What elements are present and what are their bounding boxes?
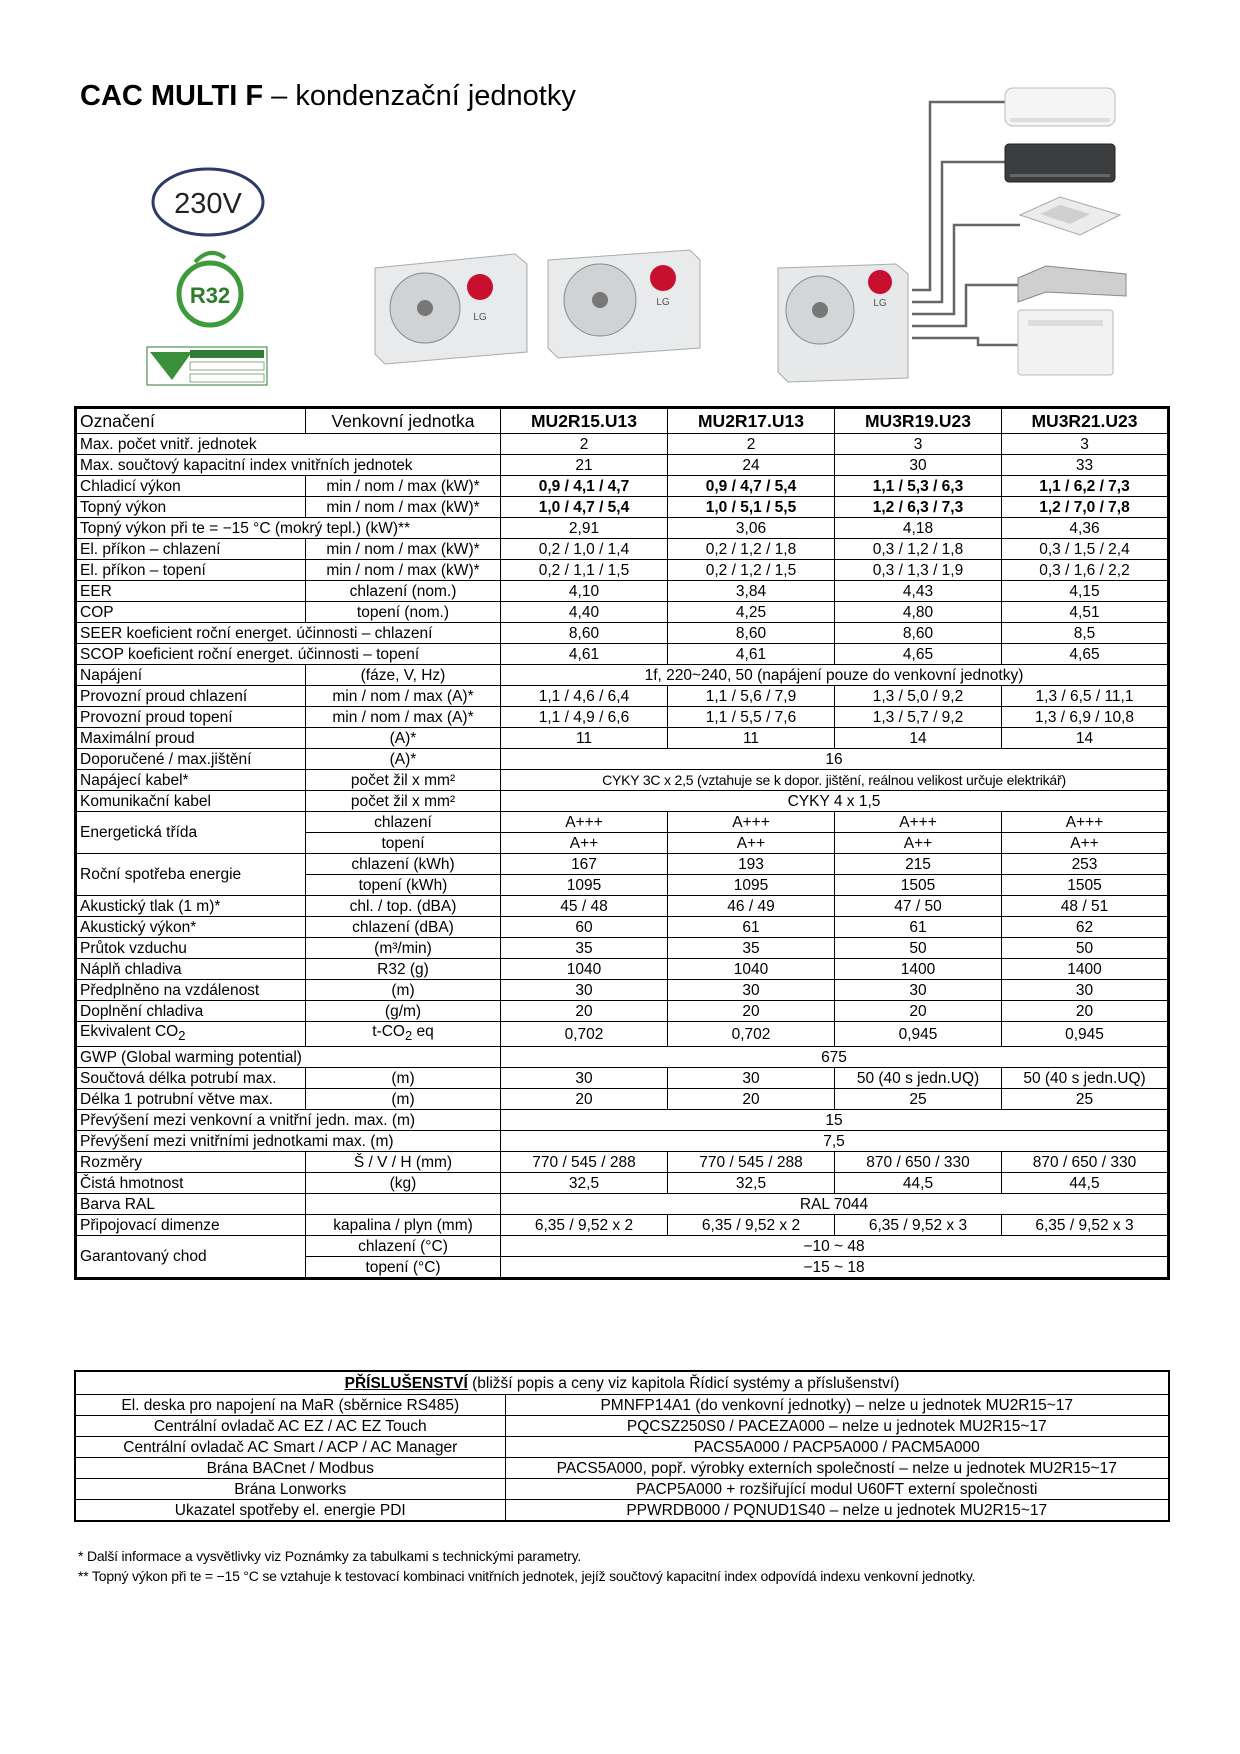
accessory-code: PQCSZ250S0 / PACEZA000 – nelze u jednotek MU2R15~17: [505, 1416, 1169, 1437]
unit-text-suffix: eq: [412, 1023, 434, 1041]
row-value: 1,3 / 6,9 / 10,8: [1002, 707, 1169, 728]
row-value: 0,3 / 1,5 / 2,4: [1002, 539, 1169, 560]
row-label: COP: [76, 602, 306, 623]
table-row: [76, 623, 1169, 644]
row-value: 1040: [668, 959, 835, 980]
refrigerant-badge: [179, 253, 241, 325]
row-value: 1,1 / 5,3 / 6,3: [835, 476, 1002, 497]
row-value: 675: [501, 1047, 1169, 1068]
row-label: Provozní proud topení: [76, 707, 306, 728]
row-label: Převýšení mezi venkovní a vnitřní jedn. max. (m): [76, 1110, 501, 1131]
row-unit: min / nom / max (A)*: [306, 707, 501, 728]
model-header: MU3R19.U23: [835, 408, 1002, 434]
accessories-title-rest: (bližší popis a ceny viz kapitola Řídicí systémy a příslušenství): [467, 1374, 900, 1392]
row-label: Akustický výkon*: [76, 917, 306, 938]
row-value: 1,3 / 6,5 / 11,1: [1002, 686, 1169, 707]
row-unit: (fáze, V, Hz): [306, 665, 501, 686]
row-value: 870 / 650 / 330: [835, 1152, 1002, 1173]
table-row: [75, 1395, 1169, 1416]
table-row: [76, 434, 1169, 455]
row-value: 8,60: [835, 623, 1002, 644]
row-unit: (m): [306, 1068, 501, 1089]
table-row: [76, 476, 1169, 497]
accessory-item: Centrální ovladač AC EZ / AC EZ Touch: [75, 1416, 505, 1437]
row-value: 1,3 / 5,7 / 9,2: [835, 707, 1002, 728]
row-value: −15 ~ 18: [501, 1257, 1169, 1279]
table-row: [76, 686, 1169, 707]
row-value: 193: [668, 854, 835, 875]
row-label: Rozměry: [76, 1152, 306, 1173]
row-unit: (A)*: [306, 749, 501, 770]
row-value: 0,3 / 1,3 / 1,9: [835, 560, 1002, 581]
model-header: MU2R15.U13: [501, 408, 668, 434]
accessory-item: El. deska pro napojení na MaR (sběrnice RS485): [75, 1395, 505, 1416]
row-value: 0,945: [1002, 1022, 1169, 1047]
table-row: [76, 560, 1169, 581]
row-unit: min / nom / max (kW)*: [306, 539, 501, 560]
row-value: 0,702: [501, 1022, 668, 1047]
row-label: [76, 1022, 306, 1047]
row-value: 870 / 650 / 330: [1002, 1152, 1169, 1173]
row-value: 2,91: [501, 518, 668, 539]
refrigerant-text: R32: [189, 283, 231, 308]
row-value: A++: [835, 833, 1002, 854]
row-value: 35: [668, 938, 835, 959]
row-value: 253: [1002, 854, 1169, 875]
row-value: 30: [835, 455, 1002, 476]
footnote-2: ** Topný výkon při te = −15 °C se vztahuje k testovací kombinaci vnitřních jednotek, jejíž součtový kapacitní index odpovídá indexu venkovní jednotky.: [78, 1568, 976, 1584]
row-value: 1400: [1002, 959, 1169, 980]
pipe-lines: [912, 102, 1020, 345]
row-value: 1,0 / 5,1 / 5,5: [668, 497, 835, 518]
row-value: 4,10: [501, 581, 668, 602]
accessory-item: Brána BACnet / Modbus: [75, 1458, 505, 1479]
row-value: 1,2 / 7,0 / 7,8: [1002, 497, 1169, 518]
row-value: 14: [835, 728, 1002, 749]
product-illustration: [0, 0, 1240, 400]
table-row: [76, 518, 1169, 539]
row-value: 20: [501, 1001, 668, 1022]
row-unit: min / nom / max (kW)*: [306, 497, 501, 518]
accessory-code: PACS5A000, popř. výrobky externích společností – nelze u jednotek MU2R15~17: [505, 1458, 1169, 1479]
row-label: Napájení: [76, 665, 306, 686]
accessory-code: PPWRDB000 / PQNUD1S40 – nelze u jednotek MU2R15~17: [505, 1500, 1169, 1522]
lg-logo-icon: [467, 274, 493, 300]
row-value: 4,25: [668, 602, 835, 623]
row-value: 1400: [835, 959, 1002, 980]
row-value: 1,1 / 5,5 / 7,6: [668, 707, 835, 728]
row-value: 770 / 545 / 288: [501, 1152, 668, 1173]
row-value: 2: [501, 434, 668, 455]
row-value: 1095: [501, 875, 668, 896]
table-row: [76, 959, 1169, 980]
row-label: Barva RAL: [76, 1194, 306, 1215]
row-value: 44,5: [835, 1173, 1002, 1194]
row-label: Akustický tlak (1 m)*: [76, 896, 306, 917]
row-value: 46 / 49: [668, 896, 835, 917]
row-value: 167: [501, 854, 668, 875]
table-row: [76, 728, 1169, 749]
wall-unit-dark-image: [1005, 144, 1115, 182]
accessory-code: PACP5A000 + rozšiřující modul U60FT externí společnosti: [505, 1479, 1169, 1500]
row-label: SEER koeficient roční energet. účinnosti – chlazení: [76, 623, 501, 644]
row-value: 15: [501, 1110, 1169, 1131]
row-value: 50 (40 s jedn.UQ): [1002, 1068, 1169, 1089]
row-label: Topný výkon: [76, 497, 306, 518]
row-value: 8,60: [668, 623, 835, 644]
row-unit: (m): [306, 980, 501, 1001]
row-label: El. příkon – topení: [76, 560, 306, 581]
table-row: [76, 791, 1169, 812]
row-value: A++: [1002, 833, 1169, 854]
row-value: 8,60: [501, 623, 668, 644]
row-value: 215: [835, 854, 1002, 875]
row-value: 4,51: [1002, 602, 1169, 623]
row-value: 0,2 / 1,2 / 1,8: [668, 539, 835, 560]
table-row: [75, 1416, 1169, 1437]
row-value: 33: [1002, 455, 1169, 476]
row-unit: R32 (g): [306, 959, 501, 980]
row-value: 30: [668, 980, 835, 1001]
row-label: Provozní proud chlazení: [76, 686, 306, 707]
row-label: GWP (Global warming potential): [76, 1047, 501, 1068]
row-value: 1,1 / 4,9 / 6,6: [501, 707, 668, 728]
row-label: Připojovací dimenze: [76, 1215, 306, 1236]
row-unit: topení (°C): [306, 1257, 501, 1279]
row-unit: chlazení (kWh): [306, 854, 501, 875]
voltage-badge: [153, 169, 263, 235]
row-value: 35: [501, 938, 668, 959]
page-title-rest: – kondenzační jednotky: [263, 80, 576, 112]
row-unit: chlazení (nom.): [306, 581, 501, 602]
header-outdoor-unit: Venkovní jednotka: [306, 408, 501, 434]
row-value: 4,65: [1002, 644, 1169, 665]
row-unit: (g/m): [306, 1001, 501, 1022]
row-unit: min / nom / max (kW)*: [306, 476, 501, 497]
row-value: 1095: [668, 875, 835, 896]
row-label: SCOP koeficient roční energet. účinnosti – topení: [76, 644, 501, 665]
row-value: 1,1 / 4,6 / 6,4: [501, 686, 668, 707]
row-value: 3,06: [668, 518, 835, 539]
row-value: 1505: [835, 875, 1002, 896]
table-row: [75, 1500, 1169, 1522]
row-label: El. příkon – chlazení: [76, 539, 306, 560]
table-row: [76, 539, 1169, 560]
row-label: Napájecí kabel*: [76, 770, 306, 791]
row-value: 770 / 545 / 288: [668, 1152, 835, 1173]
table-row: [75, 1437, 1169, 1458]
row-value: 25: [1002, 1089, 1169, 1110]
row-unit: chlazení: [306, 812, 501, 833]
table-row: [76, 770, 1169, 791]
row-label: Max. počet vnitř. jednotek: [76, 434, 501, 455]
duct-unit-image: [1018, 266, 1126, 302]
row-value: 30: [1002, 980, 1169, 1001]
table-row: [76, 1152, 1169, 1173]
row-value: 3: [835, 434, 1002, 455]
table-row: [76, 1089, 1169, 1110]
row-value: 20: [668, 1089, 835, 1110]
row-value: 0,2 / 1,1 / 1,5: [501, 560, 668, 581]
row-label: Předplněno na vzdálenost: [76, 980, 306, 1001]
model-header: MU2R17.U13: [668, 408, 835, 434]
table-row: [76, 644, 1169, 665]
accessory-item: Ukazatel spotřeby el. energie PDI: [75, 1500, 505, 1522]
row-value: 25: [835, 1089, 1002, 1110]
table-row: [76, 581, 1169, 602]
row-value: 8,5: [1002, 623, 1169, 644]
table-row: [76, 602, 1169, 623]
row-value: 62: [1002, 917, 1169, 938]
brand-label: LG: [473, 312, 487, 323]
row-unit: chlazení (°C): [306, 1236, 501, 1257]
row-value: A+++: [835, 812, 1002, 833]
row-value: 3: [1002, 434, 1169, 455]
row-value: 61: [835, 917, 1002, 938]
voltage-text: 230V: [174, 188, 242, 220]
row-value: 7,5: [501, 1131, 1169, 1152]
row-value: 50 (40 s jedn.UQ): [835, 1068, 1002, 1089]
row-unit: min / nom / max (A)*: [306, 686, 501, 707]
table-row: [76, 812, 1169, 833]
row-value: 20: [835, 1001, 1002, 1022]
console-unit-image: [1018, 310, 1113, 375]
row-unit: (m³/min): [306, 938, 501, 959]
row-value: 1040: [501, 959, 668, 980]
row-label: Roční spotřeba energie: [76, 854, 306, 896]
table-row: [76, 455, 1169, 476]
row-value: 1,0 / 4,7 / 5,4: [501, 497, 668, 518]
table-row: [76, 497, 1169, 518]
row-value: 4,15: [1002, 581, 1169, 602]
model-header: MU3R21.U23: [1002, 408, 1169, 434]
row-value: RAL 7044: [501, 1194, 1169, 1215]
row-value: 30: [501, 980, 668, 1001]
row-value: 0,945: [835, 1022, 1002, 1047]
row-value: A+++: [501, 812, 668, 833]
row-value: 0,2 / 1,2 / 1,5: [668, 560, 835, 581]
table-row: [76, 1131, 1169, 1152]
row-unit: topení (kWh): [306, 875, 501, 896]
row-value: 4,36: [1002, 518, 1169, 539]
table-row: [76, 1110, 1169, 1131]
row-value: 1,1 / 5,6 / 7,9: [668, 686, 835, 707]
row-unit: (A)*: [306, 728, 501, 749]
row-value: 14: [1002, 728, 1169, 749]
row-value: 11: [668, 728, 835, 749]
brand-label: LG: [873, 298, 887, 309]
row-unit: [306, 1194, 501, 1215]
table-row: [76, 1236, 1169, 1257]
table-header-row: [76, 408, 1169, 434]
accessory-code: PMNFP14A1 (do venkovní jednotky) – nelze u jednotek MU2R15~17: [505, 1395, 1169, 1416]
row-value: 0,9 / 4,7 / 5,4: [668, 476, 835, 497]
brand-label: LG: [656, 297, 670, 308]
table-row: [76, 1173, 1169, 1194]
row-unit: chl. / top. (dBA): [306, 896, 501, 917]
row-label: Převýšení mezi vnitřními jednotkami max. (m): [76, 1131, 501, 1152]
row-value: 50: [835, 938, 1002, 959]
row-value: 61: [668, 917, 835, 938]
accessories-table: [74, 1370, 1170, 1522]
row-value: 2: [668, 434, 835, 455]
row-value: 30: [668, 1068, 835, 1089]
table-row: [76, 749, 1169, 770]
table-row: [76, 1022, 1169, 1047]
table-row: [76, 896, 1169, 917]
row-label: Náplň chladiva: [76, 959, 306, 980]
row-value: 24: [668, 455, 835, 476]
row-value: 6,35 / 9,52 x 3: [1002, 1215, 1169, 1236]
table-row: [75, 1458, 1169, 1479]
unit-subscript: 2: [404, 1028, 413, 1044]
row-value: 16: [501, 749, 1169, 770]
row-value: 4,80: [835, 602, 1002, 623]
row-value: 0,3 / 1,2 / 1,8: [835, 539, 1002, 560]
cassette-unit-image: [1020, 197, 1120, 235]
table-row: [76, 980, 1169, 1001]
row-value: 6,35 / 9,52 x 3: [835, 1215, 1002, 1236]
row-value: 4,18: [835, 518, 1002, 539]
table-row: [75, 1479, 1169, 1500]
row-unit: (kg): [306, 1173, 501, 1194]
table-row: [76, 1047, 1169, 1068]
table-row: [76, 1194, 1169, 1215]
row-value: 4,65: [835, 644, 1002, 665]
row-value: 44,5: [1002, 1173, 1169, 1194]
row-value: 1,1 / 6,2 / 7,3: [1002, 476, 1169, 497]
row-value: 60: [501, 917, 668, 938]
label-subscript: 2: [178, 1028, 186, 1044]
outdoor-unit-image: [548, 250, 700, 358]
row-label: Čistá hmotnost: [76, 1173, 306, 1194]
row-label: Energetická třída: [76, 812, 306, 854]
table-row: [76, 1001, 1169, 1022]
row-value: CYKY 3C x 2,5 (vztahuje se k dopor. jištění, reálnou velikost určuje elektrikář): [501, 770, 1169, 791]
row-value: 4,61: [668, 644, 835, 665]
label-text: Ekvivalent CO: [80, 1023, 179, 1041]
row-label: EER: [76, 581, 306, 602]
accessory-code: PACS5A000 / PACP5A000 / PACM5A000: [505, 1437, 1169, 1458]
row-label: Délka 1 potrubní větve max.: [76, 1089, 306, 1110]
row-value: A++: [501, 833, 668, 854]
row-value: 11: [501, 728, 668, 749]
accessory-item: Brána Lonworks: [75, 1479, 505, 1500]
lg-logo-icon: [650, 265, 676, 291]
spec-table: [74, 406, 1170, 1280]
row-value: 6,35 / 9,52 x 2: [668, 1215, 835, 1236]
row-label: Max. součtový kapacitní index vnitřních jednotek: [76, 455, 501, 476]
row-value: 21: [501, 455, 668, 476]
row-value: 0,3 / 1,6 / 2,2: [1002, 560, 1169, 581]
row-unit: [306, 1022, 501, 1047]
row-unit: Š / V / H (mm): [306, 1152, 501, 1173]
row-value: 4,43: [835, 581, 1002, 602]
row-unit: chlazení (dBA): [306, 917, 501, 938]
eurovent-logo: [147, 347, 267, 385]
row-unit: kapalina / plyn (mm): [306, 1215, 501, 1236]
row-value: 20: [1002, 1001, 1169, 1022]
row-value: 32,5: [668, 1173, 835, 1194]
row-unit: počet žil x mm²: [306, 770, 501, 791]
lg-logo-icon: [868, 270, 892, 294]
row-value: 4,61: [501, 644, 668, 665]
row-unit: počet žil x mm²: [306, 791, 501, 812]
outdoor-unit-image: [778, 264, 908, 382]
row-value: 50: [1002, 938, 1169, 959]
row-value: 0,702: [668, 1022, 835, 1047]
row-unit: (m): [306, 1089, 501, 1110]
row-value: 20: [668, 1001, 835, 1022]
table-row: [76, 854, 1169, 875]
row-label: Součtová délka potrubí max.: [76, 1068, 306, 1089]
accessories-header-row: [75, 1371, 1169, 1395]
table-row: [76, 1068, 1169, 1089]
row-unit: min / nom / max (kW)*: [306, 560, 501, 581]
row-value: 3,84: [668, 581, 835, 602]
row-unit: topení (nom.): [306, 602, 501, 623]
row-value: −10 ~ 48: [501, 1236, 1169, 1257]
row-value: 6,35 / 9,52 x 2: [501, 1215, 668, 1236]
outdoor-unit-image: [375, 254, 527, 364]
row-value: CYKY 4 x 1,5: [501, 791, 1169, 812]
footnote-1: * Další informace a vysvětlivky viz Poznámky za tabulkami s technickými parametry.: [78, 1548, 582, 1564]
row-value: 1,2 / 6,3 / 7,3: [835, 497, 1002, 518]
accessory-item: Centrální ovladač AC Smart / ACP / AC Manager: [75, 1437, 505, 1458]
row-value: A+++: [1002, 812, 1169, 833]
row-label: Průtok vzduchu: [76, 938, 306, 959]
accessories-title: [75, 1371, 1169, 1395]
row-label: Doplnění chladiva: [76, 1001, 306, 1022]
table-row: [76, 938, 1169, 959]
wall-unit-white-image: [1005, 88, 1115, 126]
row-value: 32,5: [501, 1173, 668, 1194]
unit-text: t-CO: [372, 1023, 405, 1041]
row-label: Doporučené / max.jištění: [76, 749, 306, 770]
row-value: 30: [835, 980, 1002, 1001]
row-value: 4,40: [501, 602, 668, 623]
row-value: 48 / 51: [1002, 896, 1169, 917]
table-row: [76, 917, 1169, 938]
row-value: 1505: [1002, 875, 1169, 896]
row-unit: topení: [306, 833, 501, 854]
row-value: 0,2 / 1,0 / 1,4: [501, 539, 668, 560]
row-value: A++: [668, 833, 835, 854]
row-value: 1,3 / 5,0 / 9,2: [835, 686, 1002, 707]
row-value: A+++: [668, 812, 835, 833]
row-value: 1f, 220~240, 50 (napájení pouze do venkovní jednotky): [501, 665, 1169, 686]
row-value: 45 / 48: [501, 896, 668, 917]
row-label: Topný výkon při te = −15 °C (mokrý tepl.) (kW)**: [76, 518, 501, 539]
row-label: Komunikační kabel: [76, 791, 306, 812]
table-row: [76, 665, 1169, 686]
row-value: 30: [501, 1068, 668, 1089]
row-label: Chladicí výkon: [76, 476, 306, 497]
row-label: Garantovaný chod: [76, 1236, 306, 1279]
row-value: 47 / 50: [835, 896, 1002, 917]
row-value: 20: [501, 1089, 668, 1110]
accessories-title-bold: PŘÍSLUŠENSTVÍ: [344, 1374, 468, 1392]
header-designation: Označení: [76, 408, 306, 434]
table-row: [76, 1215, 1169, 1236]
row-label: Maximální proud: [76, 728, 306, 749]
page-title-bold: CAC MULTI F: [80, 80, 264, 112]
row-value: 0,9 / 4,1 / 4,7: [501, 476, 668, 497]
table-row: [76, 707, 1169, 728]
